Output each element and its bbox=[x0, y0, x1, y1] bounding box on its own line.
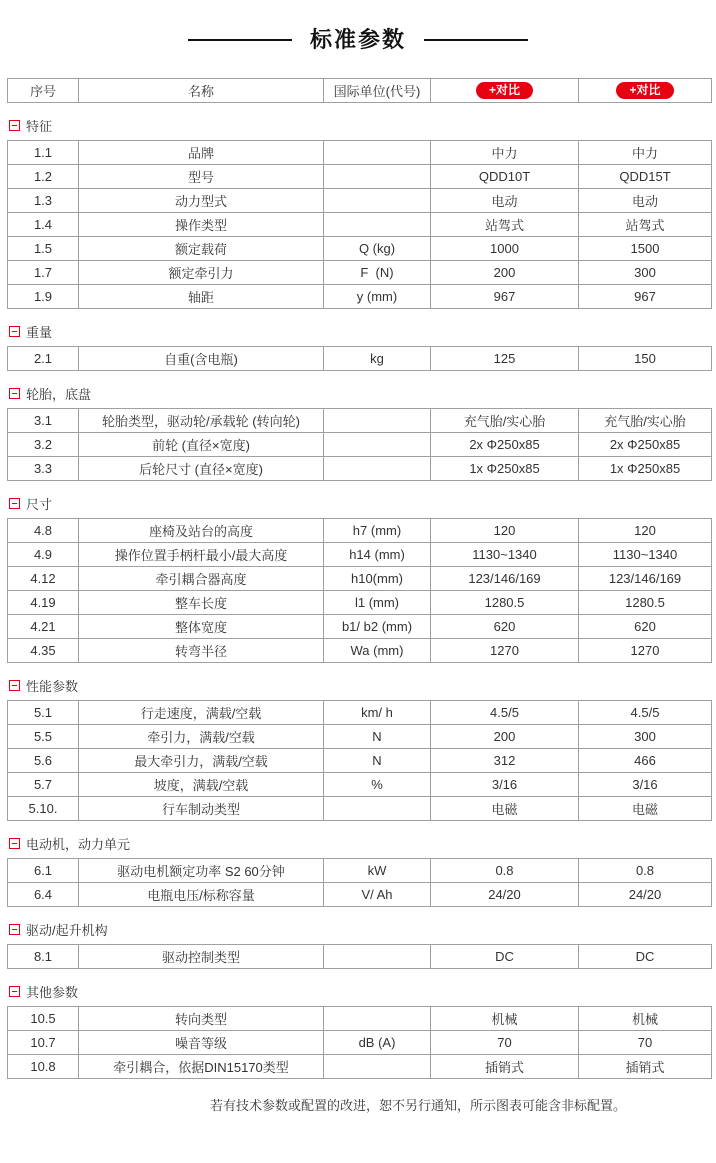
table-row bbox=[8, 1031, 712, 1055]
cell-value-2: 300 bbox=[579, 725, 712, 749]
cell-value-1: QDD10T bbox=[431, 165, 579, 189]
table-row bbox=[8, 1055, 712, 1079]
cell-unit: Q (kg) bbox=[324, 237, 431, 261]
collapse-minus-icon[interactable] bbox=[9, 326, 20, 337]
cell-unit bbox=[324, 409, 431, 433]
cell-value-1: 1130~1340 bbox=[431, 543, 579, 567]
section-table bbox=[7, 944, 712, 969]
collapse-minus-icon[interactable] bbox=[9, 120, 20, 131]
cell-no: 5.7 bbox=[8, 773, 79, 797]
cell-no: 6.4 bbox=[8, 883, 79, 907]
table-row bbox=[8, 433, 712, 457]
cell-unit: Wa (mm) bbox=[324, 639, 431, 663]
cell-name: 整车长度 bbox=[79, 591, 324, 615]
cell-value-2: 70 bbox=[579, 1031, 712, 1055]
table-row bbox=[8, 883, 712, 907]
collapse-minus-icon[interactable] bbox=[9, 388, 20, 399]
compare-button-model1[interactable]: +对比 bbox=[476, 82, 533, 99]
cell-value-2: 1280.5 bbox=[579, 591, 712, 615]
spec-section bbox=[0, 494, 716, 663]
cell-unit bbox=[324, 189, 431, 213]
collapse-minus-icon[interactable] bbox=[9, 838, 20, 849]
cell-unit: l1 (mm) bbox=[324, 591, 431, 615]
cell-no: 4.8 bbox=[8, 519, 79, 543]
cell-no: 1.9 bbox=[8, 285, 79, 309]
cell-name: 驱动电机额定功率 S2 60分钟 bbox=[79, 859, 324, 883]
title-right-rule bbox=[424, 39, 528, 41]
cell-unit bbox=[324, 213, 431, 237]
cell-value-1: 0.8 bbox=[431, 859, 579, 883]
cell-unit: y (mm) bbox=[324, 285, 431, 309]
cell-unit: h14 (mm) bbox=[324, 543, 431, 567]
cell-name: 操作位置手柄杆最小/最大高度 bbox=[79, 543, 324, 567]
cell-value-2: QDD15T bbox=[579, 165, 712, 189]
cell-name: 前轮 (直径×宽度) bbox=[79, 433, 324, 457]
cell-unit bbox=[324, 457, 431, 481]
section-table bbox=[7, 408, 712, 481]
cell-no: 4.35 bbox=[8, 639, 79, 663]
spec-section bbox=[0, 676, 716, 821]
cell-unit bbox=[324, 433, 431, 457]
cell-value-1: 123/146/169 bbox=[431, 567, 579, 591]
cell-no: 3.2 bbox=[8, 433, 79, 457]
section-header bbox=[9, 920, 716, 938]
cell-name: 牵引耦合器高度 bbox=[79, 567, 324, 591]
cell-value-1: 1280.5 bbox=[431, 591, 579, 615]
table-row bbox=[8, 519, 712, 543]
cell-no: 1.7 bbox=[8, 261, 79, 285]
section-table bbox=[7, 858, 712, 907]
cell-value-2: 1270 bbox=[579, 639, 712, 663]
cell-unit: kg bbox=[324, 347, 431, 371]
cell-name: 动力型式 bbox=[79, 189, 324, 213]
header-row bbox=[8, 79, 712, 103]
table-row bbox=[8, 701, 712, 725]
cell-value-1: 2x Φ250x85 bbox=[431, 433, 579, 457]
cell-name: 牵引力，满载/空载 bbox=[79, 725, 324, 749]
section-label: 特征 bbox=[26, 118, 53, 134]
cell-value-2: 插销式 bbox=[579, 1055, 712, 1079]
spec-section bbox=[0, 384, 716, 481]
cell-name: 行车制动类型 bbox=[79, 797, 324, 821]
section-label: 驱动/起升机构 bbox=[26, 922, 108, 938]
section-label: 重量 bbox=[26, 324, 53, 340]
spec-section bbox=[0, 116, 716, 309]
page-title: 标准参数 bbox=[309, 27, 406, 52]
cell-value-2: 电磁 bbox=[579, 797, 712, 821]
cell-name: 型号 bbox=[79, 165, 324, 189]
cell-no: 1.5 bbox=[8, 237, 79, 261]
header-col-name: 名称 bbox=[79, 79, 324, 103]
table-row bbox=[8, 457, 712, 481]
cell-name: 驱动控制类型 bbox=[79, 945, 324, 969]
section-table bbox=[7, 140, 712, 309]
cell-name: 坡度，满载/空载 bbox=[79, 773, 324, 797]
cell-name: 牵引耦合，依据DIN15170类型 bbox=[79, 1055, 324, 1079]
table-row bbox=[8, 615, 712, 639]
cell-value-2: DC bbox=[579, 945, 712, 969]
cell-value-1: DC bbox=[431, 945, 579, 969]
cell-name: 额定载荷 bbox=[79, 237, 324, 261]
cell-unit: N bbox=[324, 725, 431, 749]
table-row bbox=[8, 725, 712, 749]
footer-note: 若有技术参数或配置的改进，恕不另行通知，所示图表可能含非标配置。 bbox=[209, 1098, 626, 1113]
table-row bbox=[8, 773, 712, 797]
cell-value-1: 1270 bbox=[431, 639, 579, 663]
cell-value-2: 620 bbox=[579, 615, 712, 639]
spec-sections bbox=[0, 116, 716, 1079]
section-label: 尺寸 bbox=[26, 496, 53, 512]
cell-value-2: 站驾式 bbox=[579, 213, 712, 237]
section-table bbox=[7, 1006, 712, 1079]
collapse-minus-icon[interactable] bbox=[9, 498, 20, 509]
cell-value-2: 0.8 bbox=[579, 859, 712, 883]
cell-value-1: 200 bbox=[431, 725, 579, 749]
cell-no: 10.7 bbox=[8, 1031, 79, 1055]
cell-no: 1.4 bbox=[8, 213, 79, 237]
cell-value-1: 3/16 bbox=[431, 773, 579, 797]
cell-name: 自重(含电瓶) bbox=[79, 347, 324, 371]
cell-value-2: 3/16 bbox=[579, 773, 712, 797]
cell-unit: km/ h bbox=[324, 701, 431, 725]
cell-value-1: 插销式 bbox=[431, 1055, 579, 1079]
cell-no: 1.3 bbox=[8, 189, 79, 213]
cell-value-2: 123/146/169 bbox=[579, 567, 712, 591]
section-table bbox=[7, 700, 712, 821]
section-header bbox=[9, 676, 716, 694]
cell-name: 操作类型 bbox=[79, 213, 324, 237]
cell-unit: b1/ b2 (mm) bbox=[324, 615, 431, 639]
cell-unit: h10(mm) bbox=[324, 567, 431, 591]
table-row bbox=[8, 859, 712, 883]
table-row bbox=[8, 639, 712, 663]
cell-name: 转弯半径 bbox=[79, 639, 324, 663]
section-header bbox=[9, 494, 716, 512]
cell-value-1: 4.5/5 bbox=[431, 701, 579, 725]
cell-value-2: 4.5/5 bbox=[579, 701, 712, 725]
cell-value-2: 300 bbox=[579, 261, 712, 285]
collapse-minus-icon[interactable] bbox=[9, 924, 20, 935]
table-row bbox=[8, 1007, 712, 1031]
table-row bbox=[8, 409, 712, 433]
cell-value-1: 电磁 bbox=[431, 797, 579, 821]
table-row bbox=[8, 237, 712, 261]
header-col-model1 bbox=[431, 79, 579, 103]
cell-unit bbox=[324, 797, 431, 821]
cell-no: 3.1 bbox=[8, 409, 79, 433]
cell-no: 4.21 bbox=[8, 615, 79, 639]
cell-no: 8.1 bbox=[8, 945, 79, 969]
cell-no: 5.1 bbox=[8, 701, 79, 725]
section-table bbox=[7, 346, 712, 371]
cell-name: 噪音等级 bbox=[79, 1031, 324, 1055]
cell-name: 品牌 bbox=[79, 141, 324, 165]
cell-value-1: 312 bbox=[431, 749, 579, 773]
cell-value-2: 466 bbox=[579, 749, 712, 773]
table-row bbox=[8, 141, 712, 165]
cell-value-1: 620 bbox=[431, 615, 579, 639]
cell-no: 4.9 bbox=[8, 543, 79, 567]
cell-unit bbox=[324, 141, 431, 165]
cell-value-1: 120 bbox=[431, 519, 579, 543]
cell-no: 6.1 bbox=[8, 859, 79, 883]
cell-unit: F (N) bbox=[324, 261, 431, 285]
cell-no: 2.1 bbox=[8, 347, 79, 371]
cell-no: 4.12 bbox=[8, 567, 79, 591]
cell-no: 1.2 bbox=[8, 165, 79, 189]
table-row bbox=[8, 165, 712, 189]
cell-value-2: 24/20 bbox=[579, 883, 712, 907]
cell-unit: kW bbox=[324, 859, 431, 883]
cell-name: 轴距 bbox=[79, 285, 324, 309]
table-row bbox=[8, 189, 712, 213]
section-header bbox=[9, 834, 716, 852]
table-row bbox=[8, 749, 712, 773]
cell-name: 整体宽度 bbox=[79, 615, 324, 639]
cell-value-2: 1x Φ250x85 bbox=[579, 457, 712, 481]
section-header bbox=[9, 982, 716, 1000]
cell-unit bbox=[324, 945, 431, 969]
cell-value-1: 967 bbox=[431, 285, 579, 309]
section-header bbox=[9, 116, 716, 134]
cell-value-2: 电动 bbox=[579, 189, 712, 213]
cell-unit bbox=[324, 1055, 431, 1079]
table-row bbox=[8, 945, 712, 969]
cell-name: 座椅及站台的高度 bbox=[79, 519, 324, 543]
cell-value-2: 充气胎/实心胎 bbox=[579, 409, 712, 433]
collapse-minus-icon[interactable] bbox=[9, 986, 20, 997]
cell-unit: dB (A) bbox=[324, 1031, 431, 1055]
spec-section bbox=[0, 982, 716, 1079]
cell-no: 4.19 bbox=[8, 591, 79, 615]
header-col-unit: 国际单位(代号) bbox=[324, 79, 431, 103]
cell-unit: % bbox=[324, 773, 431, 797]
cell-value-2: 967 bbox=[579, 285, 712, 309]
cell-no: 10.8 bbox=[8, 1055, 79, 1079]
cell-no: 5.6 bbox=[8, 749, 79, 773]
cell-value-2: 2x Φ250x85 bbox=[579, 433, 712, 457]
cell-name: 轮胎类型，驱动轮/承载轮 (转向轮) bbox=[79, 409, 324, 433]
cell-unit bbox=[324, 1007, 431, 1031]
table-row bbox=[8, 591, 712, 615]
table-row bbox=[8, 261, 712, 285]
collapse-minus-icon[interactable] bbox=[9, 680, 20, 691]
cell-value-1: 充气胎/实心胎 bbox=[431, 409, 579, 433]
header-col-model2 bbox=[579, 79, 712, 103]
section-label: 轮胎，底盘 bbox=[26, 386, 92, 402]
cell-no: 10.5 bbox=[8, 1007, 79, 1031]
cell-no: 1.1 bbox=[8, 141, 79, 165]
cell-name: 转向类型 bbox=[79, 1007, 324, 1031]
cell-no: 3.3 bbox=[8, 457, 79, 481]
cell-name: 后轮尺寸 (直径×宽度) bbox=[79, 457, 324, 481]
cell-value-1: 125 bbox=[431, 347, 579, 371]
cell-no: 5.10. bbox=[8, 797, 79, 821]
cell-value-2: 机械 bbox=[579, 1007, 712, 1031]
section-header bbox=[9, 322, 716, 340]
section-label: 其他参数 bbox=[26, 984, 79, 1000]
cell-value-1: 70 bbox=[431, 1031, 579, 1055]
compare-button-model2[interactable]: +对比 bbox=[616, 82, 673, 99]
cell-value-1: 1x Φ250x85 bbox=[431, 457, 579, 481]
cell-value-1: 机械 bbox=[431, 1007, 579, 1031]
cell-unit: h7 (mm) bbox=[324, 519, 431, 543]
cell-value-1: 中力 bbox=[431, 141, 579, 165]
cell-name: 电瓶电压/标称容量 bbox=[79, 883, 324, 907]
spec-section bbox=[0, 322, 716, 371]
cell-value-1: 24/20 bbox=[431, 883, 579, 907]
header-col-no: 序号 bbox=[8, 79, 79, 103]
section-label: 性能参数 bbox=[26, 678, 79, 694]
cell-value-2: 1500 bbox=[579, 237, 712, 261]
page-title-block bbox=[0, 0, 716, 55]
title-left-rule bbox=[188, 39, 292, 41]
cell-value-2: 120 bbox=[579, 519, 712, 543]
table-row bbox=[8, 543, 712, 567]
table-row bbox=[8, 213, 712, 237]
table-row bbox=[8, 797, 712, 821]
cell-unit: V/ Ah bbox=[324, 883, 431, 907]
cell-value-1: 200 bbox=[431, 261, 579, 285]
cell-unit bbox=[324, 165, 431, 189]
section-label: 电动机，动力单元 bbox=[26, 836, 131, 852]
cell-value-2: 中力 bbox=[579, 141, 712, 165]
cell-unit: N bbox=[324, 749, 431, 773]
cell-value-1: 站驾式 bbox=[431, 213, 579, 237]
table-row bbox=[8, 567, 712, 591]
cell-name: 最大牵引力，满载/空载 bbox=[79, 749, 324, 773]
section-table bbox=[7, 518, 712, 663]
cell-name: 额定牵引力 bbox=[79, 261, 324, 285]
spec-section bbox=[0, 834, 716, 907]
section-header bbox=[9, 384, 716, 402]
spec-section bbox=[0, 920, 716, 969]
table-row bbox=[8, 285, 712, 309]
cell-value-1: 电动 bbox=[431, 189, 579, 213]
cell-value-1: 1000 bbox=[431, 237, 579, 261]
cell-value-2: 1130~1340 bbox=[579, 543, 712, 567]
cell-name: 行走速度，满载/空载 bbox=[79, 701, 324, 725]
table-row bbox=[8, 347, 712, 371]
cell-value-2: 150 bbox=[579, 347, 712, 371]
spec-header-table bbox=[7, 78, 712, 103]
cell-no: 5.5 bbox=[8, 725, 79, 749]
